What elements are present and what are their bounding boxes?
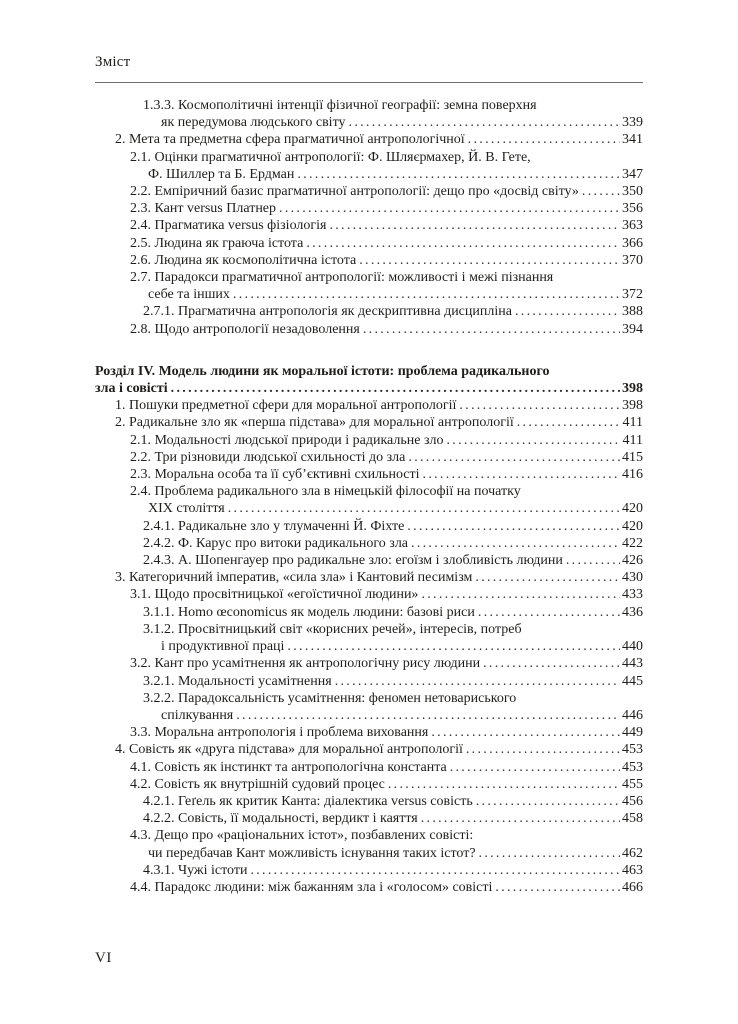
toc-entry-line <box>130 252 643 269</box>
toc-entry-line <box>143 793 643 810</box>
leader-dots <box>446 432 620 449</box>
folio-page-number: VI <box>95 950 112 966</box>
page-number: 388 <box>622 304 643 320</box>
toc-entry-text: зла і совісті <box>95 381 168 397</box>
toc-entry-line <box>130 321 643 338</box>
toc-entry-line <box>130 466 643 483</box>
page-number: 466 <box>622 879 643 895</box>
toc-entry-text: 2.5. Людина як граюча істота <box>130 235 304 251</box>
toc-entry <box>95 466 643 483</box>
leader-dots <box>421 586 620 603</box>
toc-entry-text: 1. Пошуки предметної сфери для моральної антропології <box>115 398 457 414</box>
toc-entry-line <box>130 879 643 896</box>
toc-entry-line <box>130 269 643 286</box>
toc-entry-line <box>130 724 643 741</box>
leader-dots <box>582 183 620 200</box>
leader-dots <box>566 552 620 569</box>
toc-entry-text: 4.2.2. Совість, її модальності, вердикт і каяття <box>143 811 418 827</box>
toc-entry-text: 1.3.3. Космополітичні інтенції фізичної географії: земна поверхня <box>143 98 537 113</box>
toc-entry-text: 2.2. Емпіричний базис прагматичної антропології: дещо про «досвід світу» <box>130 184 579 200</box>
leader-dots <box>388 776 620 793</box>
toc-entry-line <box>115 131 643 148</box>
leader-dots <box>329 217 620 234</box>
toc-entry-text: 2.3. Кант versus Платнер <box>130 201 277 217</box>
page-number: 411 <box>622 415 643 431</box>
toc-entry-line <box>130 449 643 466</box>
leader-dots <box>483 655 620 672</box>
page-number: 366 <box>622 235 643 251</box>
toc-entry-text: 3.1.1. Homo œconomicus як модель людини: базові риси <box>143 604 475 620</box>
toc-entry <box>95 879 643 896</box>
page-number: 341 <box>622 132 643 148</box>
toc-entry-text: 4. Совість як «друга підстава» для моральної антропології <box>115 742 463 758</box>
leader-dots <box>306 235 620 252</box>
page-number: 398 <box>622 398 643 414</box>
toc-entry <box>95 269 643 303</box>
toc-entry <box>95 303 643 320</box>
toc-entry-line <box>143 604 643 621</box>
toc-entry-text: 3.1. Щодо просвітницької «егоїстичної людини» <box>130 587 419 603</box>
leader-dots <box>495 879 620 896</box>
page-number: 440 <box>622 639 643 655</box>
toc-entry-line <box>143 97 643 114</box>
toc-entry-text: 2.1. Модальності людської природи і радикальне зло <box>130 432 444 448</box>
toc-entry <box>95 131 643 148</box>
toc-entry-line <box>143 114 643 131</box>
leader-dots <box>411 535 620 552</box>
toc-entry <box>95 810 643 827</box>
toc-entry-text: 3.3. Моральна антропологія і проблема виховання <box>130 725 429 741</box>
page-number: 350 <box>622 184 643 200</box>
toc-entry-text: XIX століття <box>148 501 225 517</box>
toc-entry-text: 2.7.1. Прагматична антропологія як дескриптивна дисципліна <box>143 304 512 320</box>
page-number: 356 <box>622 201 643 217</box>
page-number: 363 <box>622 218 643 234</box>
toc-entry-line <box>130 759 643 776</box>
toc-entry-line <box>143 535 643 552</box>
toc-entry-line <box>130 500 643 517</box>
toc-entry-line <box>143 518 643 535</box>
toc-entry-line <box>130 827 643 844</box>
toc-entry-line <box>130 776 643 793</box>
toc-entry-line <box>143 673 643 690</box>
toc-entry <box>95 183 643 200</box>
page-number: 458 <box>622 811 643 827</box>
toc-entry-line <box>143 621 643 638</box>
toc-entry-text: 2.3. Моральна особа та її суб’єктивні схильності <box>130 467 420 483</box>
toc-entry-line <box>130 200 643 217</box>
toc-entry-text: 4.4. Парадокс людини: між бажанням зла і «голосом» совісті <box>130 879 493 895</box>
toc-entry-line <box>130 432 643 449</box>
page-number: 453 <box>622 742 643 758</box>
leader-dots <box>515 303 620 320</box>
leader-dots <box>421 810 620 827</box>
toc-entry-line <box>143 690 643 707</box>
toc-entry-text: 2.4.1. Радикальне зло у тлумаченні Й. Фіхте <box>143 518 405 534</box>
toc-entry-text: 4.3.1. Чужі істоти <box>143 862 248 878</box>
toc-entry-text: Ф. Шиллер та Б. Ердман <box>148 166 295 182</box>
leader-dots <box>279 200 620 217</box>
toc-entry-line <box>143 638 643 655</box>
toc-entry-line <box>130 166 643 183</box>
page-number: 445 <box>622 673 643 689</box>
toc-entry <box>95 252 643 269</box>
toc-entry-line <box>130 149 643 166</box>
toc-entry-line <box>143 303 643 320</box>
page-number: 422 <box>622 535 643 551</box>
leader-dots <box>297 166 620 183</box>
toc-entry <box>95 449 643 466</box>
page-number: 398 <box>622 381 643 397</box>
toc-entry-line <box>130 235 643 252</box>
toc-entry <box>95 535 643 552</box>
toc <box>95 97 643 896</box>
toc-entry-line <box>143 862 643 879</box>
toc-entry-line <box>115 397 643 414</box>
toc-entry <box>95 217 643 234</box>
toc-entry-text: 3.1.2. Просвітницький світ «корисних речей», інтересів, потреб <box>143 621 522 637</box>
toc-entry-line <box>115 569 643 586</box>
toc-entry-line <box>143 810 643 827</box>
toc-entry <box>95 604 643 621</box>
toc-entry-line <box>130 586 643 603</box>
toc-entry <box>95 569 643 586</box>
leader-dots <box>250 862 620 879</box>
page-number: 462 <box>622 845 643 861</box>
page-number: 370 <box>622 252 643 268</box>
toc-entry-line <box>130 483 643 500</box>
page-number: 411 <box>622 432 643 448</box>
toc-entry <box>95 200 643 217</box>
toc-entry <box>95 483 643 517</box>
toc-entry-text: 2.4.3. А. Шопенгауер про радикальне зло: егоїзм і злобливість людини <box>143 553 563 569</box>
page-number: 372 <box>622 287 643 303</box>
page-number: 436 <box>622 604 643 620</box>
toc-entry-text: 4.1. Совість як інстинкт та антропологічна константа <box>130 759 447 775</box>
toc-entry-line <box>143 707 643 724</box>
page-number: 347 <box>622 166 643 182</box>
leader-dots <box>478 604 620 621</box>
toc-entry <box>95 552 643 569</box>
leader-dots <box>450 759 620 776</box>
toc-entry-text: 3.2. Кант про усамітнення як антропологічну рису людини <box>130 656 481 672</box>
toc-entry-text: 4.2.1. Геґель як критик Канта: діалектика versus совість <box>143 793 473 809</box>
leader-dots <box>349 114 620 131</box>
toc-entry-text: 3.2.1. Модальності усамітнення <box>143 673 332 689</box>
toc-entry-text: чи передбачав Кант можливість існування таких істот? <box>148 845 476 861</box>
toc-entry-text: 2.4.2. Ф. Карус про витоки радикального зла <box>143 535 409 551</box>
toc-entry-text: 3. Категоричний імператив, «сила зла» і Кантовий песимізм <box>115 570 473 586</box>
page-number: 463 <box>622 862 643 878</box>
toc-entry-text: Розділ IV. Модель людини як моральної істоти: проблема радикального <box>95 363 550 379</box>
toc-entry-text: спілкування <box>161 707 234 723</box>
toc-entry-line <box>130 183 643 200</box>
page-number: 415 <box>622 449 643 465</box>
page-number: 433 <box>622 587 643 603</box>
page-number: 420 <box>622 518 643 534</box>
toc-entry <box>95 690 643 724</box>
toc-entry <box>95 321 643 338</box>
toc-entry <box>95 432 643 449</box>
toc-entry <box>95 741 643 758</box>
toc-entry <box>95 759 643 776</box>
toc-entry-text: 2.4. Проблема радикального зла в німецькій філософії на початку <box>130 484 521 500</box>
toc-entry-line <box>115 414 643 431</box>
leader-dots <box>408 449 620 466</box>
toc-entry <box>95 776 643 793</box>
header-rule-divider <box>95 82 643 83</box>
leader-dots <box>475 569 620 586</box>
leader-dots <box>228 500 620 517</box>
leader-dots <box>517 414 621 431</box>
toc-entry-text: себе та інших <box>148 287 230 303</box>
leader-dots <box>479 845 620 862</box>
leader-dots <box>466 741 620 758</box>
toc-entry-line <box>130 286 643 303</box>
toc-entry <box>95 518 643 535</box>
toc-entry-text: 2.4. Прагматика versus фізіологія <box>130 218 327 234</box>
toc-entry <box>95 363 643 397</box>
toc-entry-line <box>143 552 643 569</box>
toc-entry-text: 2. Радикальне зло як «перша підстава» для моральної антропології <box>115 415 514 431</box>
toc-entry-line <box>130 217 643 234</box>
toc-entry-text: 2. Мета та предметна сфера прагматичної антропологічної <box>115 132 465 148</box>
toc-entry <box>95 149 643 183</box>
page-number: 446 <box>622 707 643 723</box>
page-number: 416 <box>622 467 643 483</box>
leader-dots <box>476 793 620 810</box>
page-header-title: Зміст <box>95 54 131 70</box>
leader-dots <box>236 707 620 724</box>
page-number: 456 <box>622 793 643 809</box>
toc-entry <box>95 621 643 655</box>
page-number: 443 <box>622 656 643 672</box>
toc-entry <box>95 655 643 672</box>
toc-entry-text: 2.6. Людина як космополітична істота <box>130 252 357 268</box>
toc-entry-text: 2.1. Оцінки прагматичної антропології: Ф. Шляєрмахер, Й. В. Гете, <box>130 149 531 165</box>
toc-entry <box>95 586 643 603</box>
toc-entry-line <box>130 845 643 862</box>
leader-dots <box>359 252 620 269</box>
toc-entry <box>95 793 643 810</box>
toc-entry <box>95 414 643 431</box>
toc-entry-text: 4.2. Совість як внутрішній судовий процес <box>130 776 385 792</box>
toc-entry <box>95 724 643 741</box>
toc-entry-line <box>115 741 643 758</box>
leader-dots <box>233 286 620 303</box>
toc-entry-text: і продуктивної праці <box>161 639 285 655</box>
toc-entry-text: 2.7. Парадокси прагматичної антропології: можливості і межі пізнання <box>130 270 554 286</box>
toc-entry <box>95 862 643 879</box>
page-number: 449 <box>622 725 643 741</box>
leader-dots <box>171 380 620 397</box>
page-number: 430 <box>622 570 643 586</box>
toc-entry-text: 4.3. Дещо про «раціональних істот», позбавлених совісті: <box>130 828 474 844</box>
leader-dots <box>335 673 620 690</box>
toc-entry-line <box>95 380 643 397</box>
leader-dots <box>363 321 620 338</box>
toc-entry-line <box>95 363 643 380</box>
toc-entry-text: 3.2.2. Парадоксальність усамітнення: феномен нетовариського <box>143 690 517 706</box>
leader-dots <box>459 397 620 414</box>
toc-entry-text: як передумова людського світу <box>161 115 346 131</box>
toc-entry <box>95 397 643 414</box>
leader-dots <box>423 466 620 483</box>
page-number: 426 <box>622 553 643 569</box>
leader-dots <box>407 518 620 535</box>
page-number: 420 <box>622 501 643 517</box>
toc-entry-text: 2.8. Щодо антропології незадоволення <box>130 321 360 337</box>
page-number: 453 <box>622 759 643 775</box>
toc-entry-line <box>130 655 643 672</box>
leader-dots <box>468 131 620 148</box>
toc-entry-text: 2.2. Три різновиди людської схильності до зла <box>130 449 406 465</box>
toc-entry <box>95 673 643 690</box>
toc-entry <box>95 235 643 252</box>
toc-entry <box>95 827 643 861</box>
toc-entry <box>95 97 643 131</box>
page-number: 394 <box>622 321 643 337</box>
leader-dots <box>287 638 620 655</box>
page-number: 455 <box>622 776 643 792</box>
page-number: 339 <box>622 115 643 131</box>
leader-dots <box>431 724 620 741</box>
